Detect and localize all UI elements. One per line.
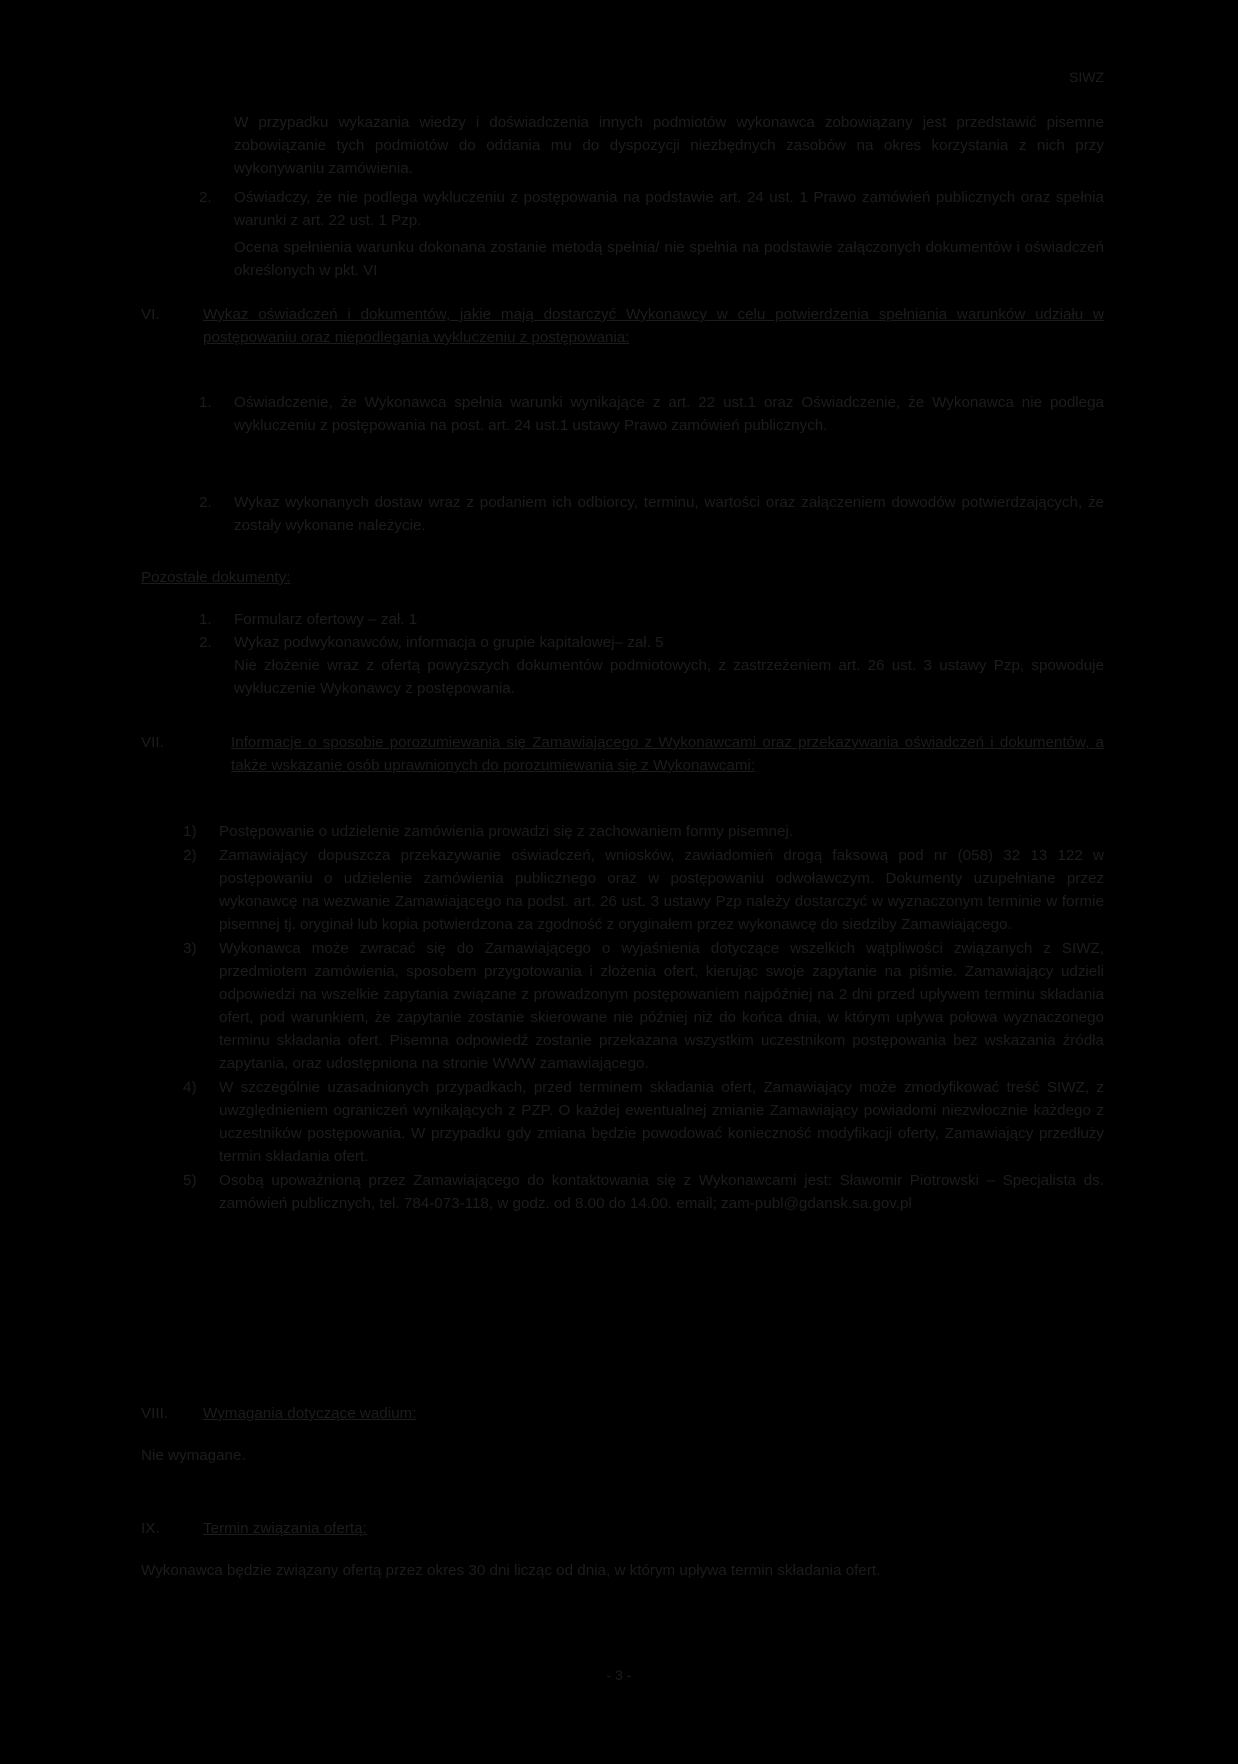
section-body-text: Wykonawca będzie związany ofertą przez okres 30 dni licząc od dnia, w którym upływa termin składania ofert. — [141, 1562, 881, 1579]
exclusion-note — [234, 654, 1104, 700]
section-number: VIII. — [141, 1405, 169, 1422]
section-vi-item-1 — [199, 391, 1104, 437]
intro-block — [234, 111, 1104, 180]
intro-item-text: Oświadczy, że nie podlega wykluczeniu z postępowania na podstawie art. 24 ust. 1 Prawo zamówień publicznych oraz spełnia warunki z art. 22 ust. 1 Pzp. — [234, 189, 1104, 229]
section-vii — [141, 731, 1104, 777]
other-documents-title: Pozostałe dokumenty: — [141, 569, 291, 586]
list-item-text: Oświadczenie, że Wykonawca spełnia warunki wynikające z art. 22 ust.1 oraz Oświadczenie, że Wykonawca nie podlega wykluczeniu z postępowania na post. art. 24 ust.1 ustawy Prawo zamówień publicznych. — [234, 394, 1104, 434]
assessment-paragraph: Ocena spełnienia warunku dokonana zostanie metodą spełnia/ nie spełnia na podstawie załączonych dokumentów i oświadczeń określonych w pkt. VI — [234, 239, 1104, 279]
list-item-number: 5) — [183, 1172, 197, 1189]
list-item-number: 4) — [183, 1079, 197, 1096]
exclusion-note-text: Nie złożenie wraz z ofertą powyższych dokumentów podmiotowych, z zastrzeżeniem art. 26 ust. 3 ustawy Pzp, spowoduje wykluczenie Wykonawcy z postępowania. — [234, 657, 1104, 697]
section-number: VI. — [141, 306, 160, 323]
list-item-text: Wykaz podwykonawców, informacja o grupie kapitałowej– zał. 5 — [234, 634, 664, 651]
list-item-number: 3) — [183, 940, 197, 957]
intro-item-number: 2. — [199, 189, 212, 206]
other-documents-list — [199, 608, 1104, 654]
section-vi-item-2 — [199, 491, 1104, 537]
list-item-number: 2. — [199, 494, 212, 511]
section-ix — [141, 1517, 1104, 1540]
list-item-number: 2) — [183, 847, 197, 864]
section-title: Informacje o sposobie porozumiewania się Zamawiającego z Wykonawcami oraz przekazywania oświadczeń i dokumentów, a także wskazanie osób uprawnionych do porozumiewania się z Wykonawcami: — [231, 734, 1104, 774]
list-item-text: Wykaz wykonanych dostaw wraz z podaniem ich odbiorcy, terminu, wartości oraz załączeniem dowodów potwierdzających, że zostały wykonane należycie. — [234, 494, 1104, 534]
list-item-text: Zamawiający dopuszcza przekazywanie oświadczeń, wniosków, zawiadomień drogą faksową pod nr (058) 32 13 122 w postępowaniu o udzielenie zamówienia publicznego oraz w postępowaniu odwoławczym. Dokumenty uzupełniane przez wykonawcę na wezwanie Zamawiającego na podst. art. 26 ust. 3 ustawy Pzp należy dostarczyć w wyznaczonym terminie w formie pisemnej tj. oryginał lub kopia potwierdzona za zgodność z oryginałem przez wykonawcę do siedziby Zamawiającego. — [219, 847, 1104, 933]
section-number: VII. — [141, 734, 164, 751]
list-item-number: 1) — [183, 823, 197, 840]
other-documents-heading — [141, 566, 1104, 589]
page-number: - 3 - — [606, 1667, 632, 1683]
section-ix-body — [141, 1559, 1104, 1582]
intro-item-2 — [199, 186, 1104, 232]
list-item-number: 1. — [199, 394, 212, 411]
list-item-text: Postępowanie o udzielenie zamówienia prowadzi się z zachowaniem formy pisemnej. — [219, 823, 794, 840]
list-item-text: W szczególnie uzasadnionych przypadkach, przed terminem składania ofert, Zamawiający może zmodyfikować treść SIWZ, z uwzględnieniem ograniczeń wynikających z PZP. O każdej ewentualnej zmianie Zamawiający powiadomi niezwłocznie każdego z uczestników postępowania. W przypadku gdy zmiana będzie powodować konieczność modyfikacji oferty, Zamawiający przedłuży termin składania ofert. — [219, 1079, 1104, 1165]
list-item-number: 1. — [199, 611, 212, 628]
intro-assessment — [234, 236, 1104, 282]
section-body-text: Nie wymagane. — [141, 1447, 246, 1464]
list-item-text: Formularz ofertowy – zał. 1 — [234, 611, 418, 628]
section-viii-body — [141, 1444, 1104, 1467]
list-item-text: Osobą upoważnioną przez Zamawiającego do kontaktowania się z Wykonawcami jest: Sławomir Piotrowski – Specjalista ds. zamówień publicznych, tel. 784-073-118, w godz. od 8.00 do 14.00. email; zam-publ@gdansk.sa.gov.pl — [219, 1172, 1104, 1212]
intro-paragraph: W przypadku wykazania wiedzy i doświadczenia innych podmiotów wykonawca zobowiązany jest przedstawić pisemne zobowiązanie tych podmiotów do oddania mu do dyspozycji niezbędnych zasobów na okres korzystania z nich przy wykonywaniu zamówienia. — [234, 114, 1104, 177]
document-code: SIWZ — [1069, 69, 1104, 85]
section-title: Wykaz oświadczeń i dokumentów, jakie mają dostarczyć Wykonawcy w celu potwierdzenia spełniania warunków udziału w postępowaniu oraz niepodlegania wykluczeniu z postępowania: — [203, 306, 1104, 346]
section-number: IX. — [141, 1520, 160, 1537]
section-vii-list — [183, 820, 1104, 1215]
section-title: Wymagania dotyczące wadium: — [203, 1405, 417, 1422]
section-viii — [141, 1402, 1104, 1425]
section-vi — [141, 303, 1104, 349]
list-item-number: 2. — [199, 634, 212, 651]
list-item-text: Wykonawca może zwracać się do Zamawiającego o wyjaśnienia dotyczące wszelkich wątpliwości związanych z SIWZ, przedmiotem zamówienia, sposobem przygotowania i złożenia ofert, kierując swoje zapytanie na piśmie. Zamawiający udzieli odpowiedzi na wszelkie zapytania związane z prowadzonym postępowaniem najpóźniej na 2 dni przed upływem terminu składania ofert, pod warunkiem, że zapytanie zostanie skierowane nie później niż do końca dnia, w którym upływa połowa wyznaczonego terminu składania ofert. Pisemna odpowiedź zostanie przekazana wszystkim uczestnikom postępowania bez wskazania źródła zapytania, oraz udostępniona na stronie WWW zamawiającego. — [219, 940, 1104, 1072]
section-title: Termin związania ofertą: — [203, 1520, 367, 1537]
